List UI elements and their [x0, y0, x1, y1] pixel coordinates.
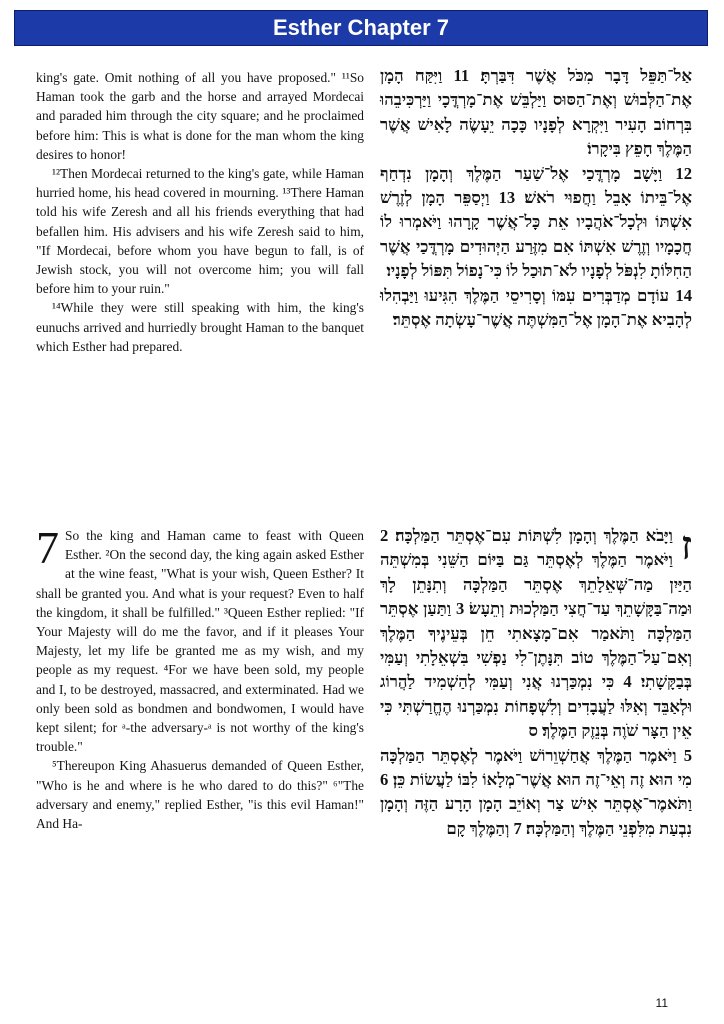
hebrew-paragraph: וַיָּבֹא הַמֶּלֶךְ וְהָמָן לִשְׁתּוֹת עִם־אֶסְתֵּר הַמַּלְכָּה׃ 2 וַיֹּאמֶר הַמֶּלֶךְ לְאֶסְתֵּר גַּם בַּיּוֹם הַשֵּׁנִי בְּמִשְׁתֵּה הַיַּיִן מַה־שְּׁאֵלָתֵךְ אֶסְתֵּר הַמַּלְכָּה וְתִנָּתֵן לָךְ וּמַה־בַּקָּשָׁתֵךְ עַד־חֲצִי הַמַּלְכוּת וְתֵעָשׂ׃ 3 וַתַּעַן אֶסְתֵּר הַמַּלְכָּה וַתֹּאמַר אִם־מָצָאתִי חֵן בְּעֵינֶיךָ הַמֶּלֶךְ וְאִם־עַל־הַמֶּלֶךְ טוֹב תִּנָּתֶן־לִי נַפְשִׁי בִּשְׁאֵלָתִי וְעַמִּי בְּבַקָּשָׁתִי׃ 4 כִּי נִמְכַּרְנוּ אֲנִי וְעַמִּי לְהַשְׁמִיד לַהֲרוֹג וּלְאַבֵּד וְאִלּוּ לַעֲבָדִים וְלִשְׁפָחוֹת נִמְכַּרְנוּ הֶחֱרַשְׁתִּי כִּי אֵין הַצָּר שֹׁוֶה בְּנֵזֶק הַמֶּלֶךְ׃ ס	[380, 526, 692, 741]
hebrew-paragraph: 12 וַיָּשָׁב מָרְדֳּכַי אֶל־שַׁעַר הַמֶּלֶךְ וְהָמָן נִדְחַף אֶל־בֵּיתוֹ אָבֵל וַחֲפוּי רֹאשׁ׃ 13 וַיְסַפֵּר הָמָן לְזֶרֶשׁ אִשְׁתּוֹ וּלְכָל־אֹהֲבָיו אֵת כָּל־אֲשֶׁר קָרָהוּ וַיֹּאמְרוּ לוֹ חֲכָמָיו וְזֶרֶשׁ אִשְׁתּוֹ אִם מִזֶּרַע הַיְּהוּדִים מָרְדֳּכַי אֲשֶׁר הַחִלּוֹתָ לִנְפֹּל לְפָנָיו לֹא־תוּכַל לוֹ כִּי־נָפוֹל תִּפּוֹל לְפָנָיו׃	[380, 163, 692, 281]
english-paragraph: ¹²Then Mordecai returned to the king's gate, while Haman hurried home, his head covered in mourning. ¹³There Haman told his wife Zeresh and all his friends everything that had befallen him. His advisers and his wife Zeresh said to him, "If Mordecai, before whom you have begun to fall, is of Jewish stock, you will not overcome him; you will fall before him to your ruin."	[36, 166, 364, 297]
english-paragraph: king's gate. Omit nothing of all you have proposed." ¹¹So Haman took the garb and the horse and arrayed Mordecai and paraded him through the city square; and he proclaimed before him: This is what is done for the man whom the king desires to honor!	[36, 70, 364, 162]
hebrew-paragraph: 5 וַיֹּאמֶר הַמֶּלֶךְ אֲחַשְׁוֵרוֹשׁ וַיֹּאמֶר לְאֶסְתֵּר הַמַּלְכָּה מִי הוּא זֶה וְאֵי־זֶה הוּא אֲשֶׁר־מְלָאוֹ לִבּוֹ לַעֲשׂוֹת כֵּן׃ 6 וַתֹּאמֶר־אֶסְתֵּר אִישׁ צַר וְאוֹיֵב הָמָן הָרָע הַזֶּה וְהָמָן נִבְעַת מִלִּפְנֵי הַמֶּלֶךְ וְהַמַּלְכָּה׃ 7 וְהַמֶּלֶךְ קָם	[380, 745, 692, 838]
chapter-header-bar	[14, 10, 708, 46]
english-paragraph: ⁵Thereupon King Ahasuerus demanded of Queen Esther, "Who is he and where is he who dared to do this?" ⁶"The adversary and enemy," replied Esther, "is this evil Haman!" And Ha-	[36, 758, 364, 832]
hebrew-paragraph: אַל־תַּפֵּל דָּבָר מִכֹּל אֲשֶׁר דִּבַּרְתָּ׃ 11 וַיִּקַּח הָמָן אֶת־הַלְּבוּשׁ וְאֶת־הַסּוּס וַיַּלְבֵּשׁ אֶת־מָרְדֳּכָי וַיַּרְכִּיבֵהוּ בִּרְחוֹב הָעִיר וַיִּקְרָא לְפָנָיו כָּכָה יֵעָשֶׂה לָאִישׁ אֲשֶׁר הַמֶּלֶךְ חָפֵץ בִּיקָרוֹ׃	[380, 66, 692, 159]
english-column-chapter	[36, 522, 364, 833]
english-column-top	[36, 68, 364, 356]
hebrew-column-top	[380, 64, 692, 332]
page-number: 11	[655, 996, 668, 1010]
english-paragraph: So the king and Haman came to feast with Queen Esther. ²On the second day, the king again asked Esther at the wine feast, "What is your wish, Queen Esther? It shall be granted you. And what is your request? Even to half the kingdom, it shall be fulfilled." ³Queen Esther replied: "If Your Majesty will do me the favor, and if it pleases Your Majesty, let my life be granted me as my wish, and my people as my request. ⁴For we have been sold, my people and I, to be destroyed, massacred, and exterminated. Had we only been sold as bondmen and bondwomen, I would have kept silent; for ᵃ-the adversary-ᵃ is not worthy of the king's trouble."	[36, 528, 364, 755]
chapter-number: 7	[36, 522, 59, 573]
page-title: Esther Chapter 7	[272, 15, 450, 40]
hebrew-paragraph: 14 עוֹדָם מְדַבְּרִים עִמּוֹ וְסָרִיסֵי הַמֶּלֶךְ הִגִּיעוּ וַיַּבְהִלוּ לְהָבִיא אֶת־הָמָן אֶל־הַמִּשְׁתֶּה אֲשֶׁר־עָשְׂתָה אֶסְתֵּר׃	[380, 285, 692, 330]
hebrew-column-chapter	[380, 524, 692, 841]
chapter-letter: ז	[680, 523, 692, 568]
english-paragraph: ¹⁴While they were still speaking with him, the king's eunuchs arrived and hurriedly brought Haman to the banquet which Esther had prepared.	[36, 300, 364, 354]
